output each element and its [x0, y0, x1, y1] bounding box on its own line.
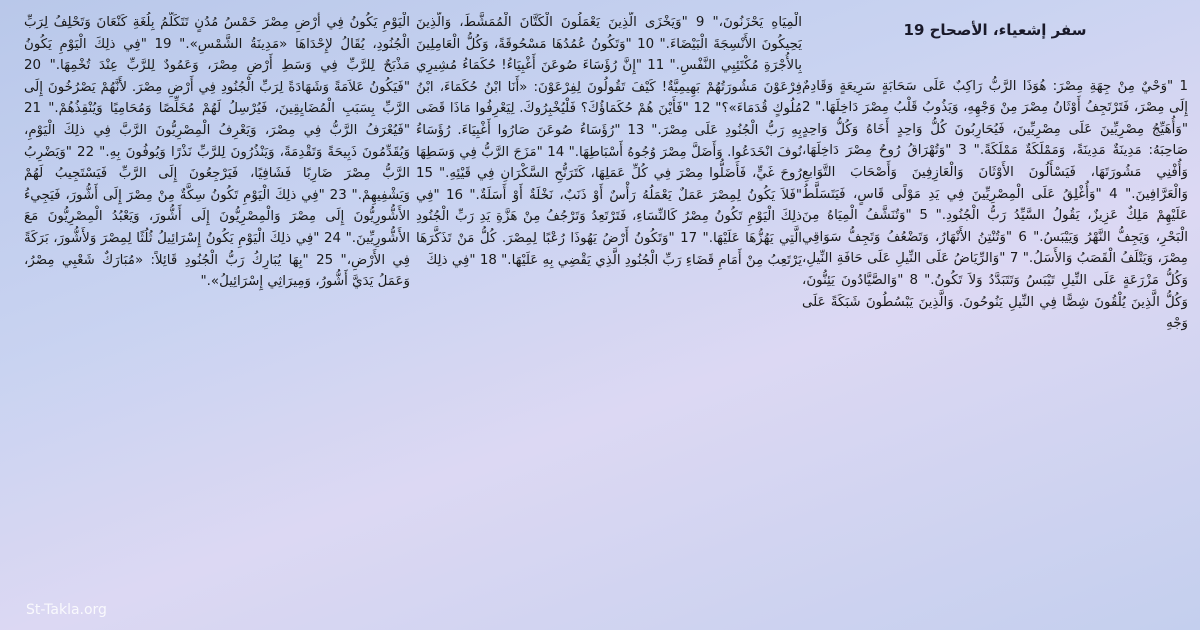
text-column-left	[24, 12, 410, 622]
chapter-title: سفر إشعياء، الأصحاح 19	[903, 21, 1087, 39]
text-column-right	[802, 12, 1188, 622]
column-text: 1 "وَحْيٌ مِنْ جِهَةِ مِصْرَ: هُوَذَا الرَّبُّ رَاكِبٌ عَلَى سَحَابَةٍ سَرِيعَةٍ وَقَادِمٌ إِلَى مِصْرَ، فَتَرْتَجِفُ أَوْثَانُ مِصْرَ مِنْ وَجْهِهِ، وَيَذُوبُ قَلْبُ مِصْرَ دَاخِلَهَا." 2 "وَأُهَيِّجُ مِصْرِيِّينَ عَلَى مِصْرِيِّينَ، فَيُحَارِبُونَ كُلُّ وَاحِدٍ أَخَاهُ وَكُلُّ وَاحِدٍ صَاحِبَهُ: مَدِينَةٌ مَدِينَةً، وَمَمْلَكَةٌ مَمْلَكَةً." 3 "وَتُهْرَاقُ رُوحُ مِصْرَ دَاخِلَهَا، وَأُفْنِي مَشُورَتَهَا، فَيَسْأَلُونَ الأَوْثَانَ وَالْعَازِفِينَ وَأَصْحَابَ التَّوَابعِ وَالْعَرَّافِينَ." 4 "وَأُغْلِقُ عَلَى الْمِصْرِيِّينَ فِي يَدِ مَوْلًى قَاسٍ، فَيَتَسَلَّطُ عَلَيْهِمْ مَلِكٌ عَزِيزٌ، يَقُولُ السَّيِّدُ رَبُّ الْجُنُودِ." 5 "وَتُنَشَّفُ الْمِيَاهُ مِنَ الْبَحْرِ، وَيَجِفُّ النَّهْرُ وَيَيْبَسُ." 6 "وَتُنْتِنُ الأَنْهَارُ، وَتَضْعُفُ وَتَجِفُّ سَوَاقِي مِصْرَ، وَيَتْلَفُ الْقَصَبُ وَالأَسَلُ." 7 "وَالرِّيَاضُ عَلَى النِّيلِ عَلَى حَافَةِ النِّيلِ، وَكُلُّ مَزْرَعَةٍ عَلَى النِّيلِ تَيْبَسُ وَتَتَبَدَّدُ وَلاَ تَكُونُ." 8 "وَالصَّيَّادُونَ يَئِنُّونَ، وَكُلُّ الَّذِينَ يُلْقُونَ شِصًّا فِي النِّيلِ يَنُوحُونَ. وَالَّذِينَ يَبْسُطُونَ شَبَكَةً عَلَى وَجْهِ	[802, 78, 1188, 332]
text-column-middle	[416, 12, 802, 622]
site-watermark: St-Takla.org	[26, 602, 107, 618]
column-text: الْيَوْمِ يَكُونُ فِي أَرْضِ مِصْرَ خَمْسُ مُدُنٍ تَتَكَلَّمُ بِلُغَةِ كَنْعَانَ وَتَحْلِفُ لِرَبِّ الْجُنُودِ، يُقَالُ لإِحْدَاهَا «مَدِينَةُ الشَّمْسِ»." 19 "فِي ذلِكَ الْيَوْمِ يَكُونُ مَذْبَحٌ لِلرَّبِّ فِي وَسَطِ أَرْضِ مِصْرَ، وَعَمُودٌ لِلرَّبِّ عِنْدَ تُخْمِهَا." 20 "فَيَكُونُ عَلاَمَةً وَشَهَادَةً لِرَبِّ الْجُنُودِ فِي أَرْضِ مِصْرَ. لأَنَّهُمْ يَصْرُخُونَ إِلَى الرَّبِّ بِسَبَبِ الْمُضَايِقِينَ، فَيُرْسِلُ لَهُمْ مُخَلِّصًا وَمُحَامِيًا وَيُنْقِذُهُمْ." 21 "فَيُعْرَفُ الرَّبُّ فِي مِصْرَ، وَيَعْرِفُ الْمِصْرِيُّونَ الرَّبَّ فِي ذلِكَ الْيَوْمِ، وَيُقَدِّمُونَ ذَبِيحَةً وَتَقْدِمَةً، وَيَنْذُرُونَ لِلرَّبِّ نَذْرًا وَيُوفُونَ بِهِ." 22 "وَيَضْرِبُ الرَّبُّ مِصْرَ ضَارِبًا فَشَافِيًا، فَيَرْجِعُونَ إِلَى الرَّبِّ فَيَسْتَجِيبُ لَهُمْ وَيَشْفِيهِمْ." 23 "فِي ذلِكَ الْيَوْمِ تَكُونُ سِكَّةٌ مِنْ مِصْرَ إِلَى أَشُّورَ، فَيَجِيءُ الأَشُّورِيُّونَ إِلَى مِصْرَ وَالْمِصْرِيُّونَ إِلَى أَشُّورَ، وَيَعْبُدُ الْمِصْرِيُّونَ مَعَ الأَشُّورِيِّينَ." 24 "فِي ذلِكَ الْيَوْمِ يَكُونُ إِسْرَائِيلُ ثُلُثًا لِمِصْرَ وَلأَشُّورَ، بَرَكَةً فِي الأَرْضِ،" 25 "بِهَا يُبَارِكُ رَبُّ الْجُنُودِ قَائِلاً: «مُبَارَكٌ شَعْبِي مِصْرُ، وَعَمَلُ يَدَيَّ أَشُّورُ، وَمِيرَاثِي إِسْرَائِيلُ»."	[24, 15, 410, 290]
column-text: الْمِيَاهِ يَحْزَنُونَ،" 9 "وَيَخْزَى الَّذِينَ يَعْمَلُونَ الْكَتَّانَ الْمُمَشَّطَ، وَالَّذِينَ يَحِيكُونَ الأَنْسِجَةَ الْبَيْضَاءَ." 10 "وَتَكُونُ عُمُدُهَا مَسْحُوقَةً، وَكُلُّ الْعَامِلِينَ بِالأُجْرَةِ مُكْتَئِبِي النَّفْسِ." 11 "إِنَّ رُؤَسَاءَ صُوعَنَ أَغْبِيَاءُ! حُكَمَاءُ مُشِيرِي فِرْعَوْنَ مَشُورَتُهُمْ بَهِيمِيَّةٌ! كَيْفَ تَقُولُونَ لِفِرْعَوْنَ: «أَنَا ابْنُ حُكَمَاءَ، ابْنُ مُلُوكٍ قُدَمَاءَ»؟" 12 "فَأَيْنَ هُمْ حُكَمَاؤُكَ؟ فَلْيُخْبِرُوكَ. لِيَعْرِفُوا مَاذَا قَضَى بِهِ رَبُّ الْجُنُودِ عَلَى مِصْرَ." 13 "رُؤَسَاءُ صُوعَنَ صَارُوا أَغْبِيَاءَ. رُؤَسَاءُ نُوفَ انْخَدَعُوا. وَأَضَلَّ مِصْرَ وُجُوهُ أَسْبَاطِهَا." 14 "مَزَجَ الرَّبُّ فِي وَسَطِهَا رُوحَ غَيٍّ، فَأَضَلُّوا مِصْرَ فِي كُلِّ عَمَلِهَا، كَتَرَنُّحِ السَّكْرَانِ فِي قَيْئِهِ." 15 "فَلاَ يَكُونُ لِمِصْرَ عَمَلٌ يَعْمَلُهُ رَأْسٌ أَوْ ذَنَبٌ، نَخْلَةٌ أَوْ أَسَلَةٌ." 16 "فِي ذلِكَ الْيَوْمِ تَكُونُ مِصْرُ كَالنِّسَاءِ، فَتَرْتَعِدُ وَتَرْجُفُ مِنْ هَزَّةِ يَدِ رَبِّ الْجُنُودِ الَّتِي يَهُزُّهَا عَلَيْهَا." 17 "وَتَكُونُ أَرْضُ يَهُوذَا رُعْبًا لِمِصْرَ. كُلُّ مَنْ تَذَكَّرَهَا يَرْتَعِبُ مِنْ أَمَامِ قَضَاءِ رَبِّ الْجُنُودِ الَّذِي يَقْضِي بِهِ عَلَيْهَا." 18 "فِي ذلِكَ	[416, 15, 802, 268]
